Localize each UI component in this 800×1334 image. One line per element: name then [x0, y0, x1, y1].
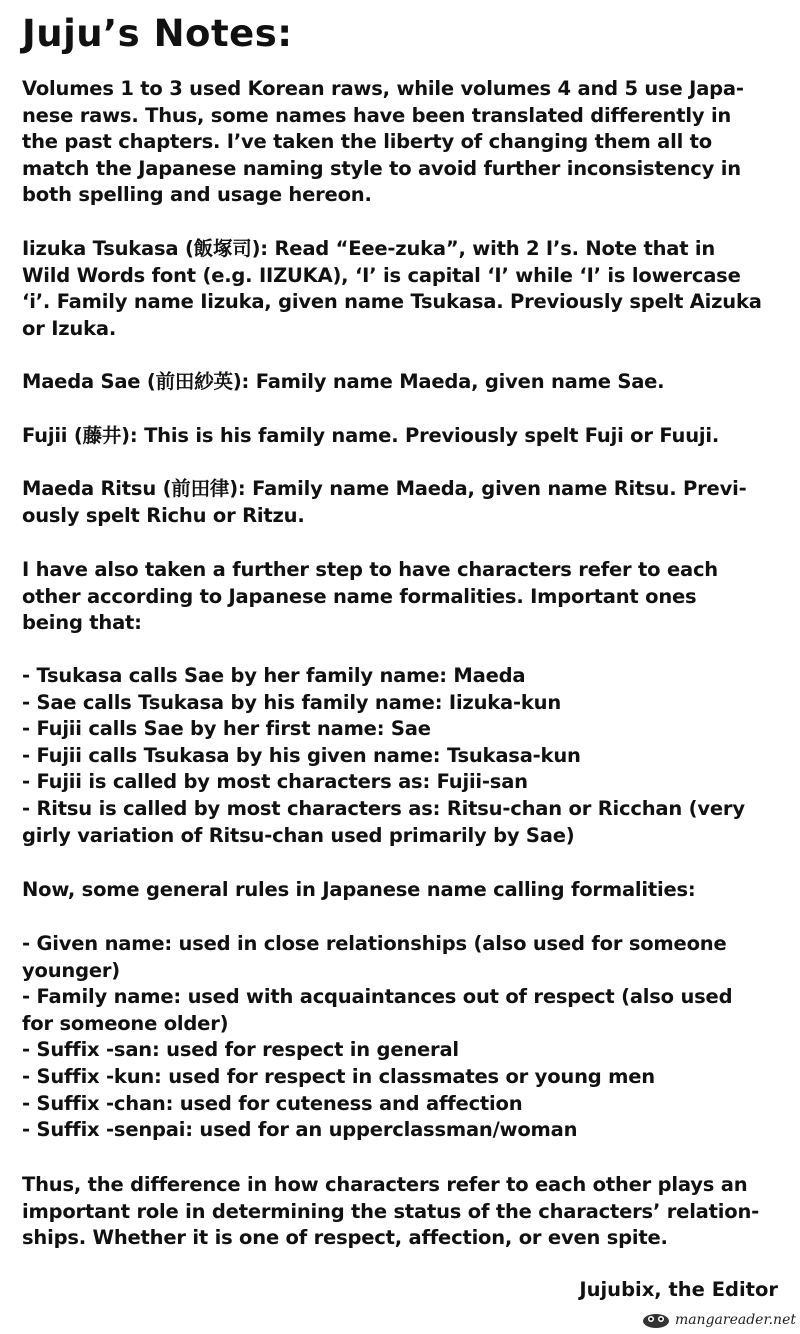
paragraph-formalities-intro: [22, 557, 782, 637]
list-item: - Fujii calls Sae by her first name: Sae: [22, 717, 431, 741]
list-item: - Given name: used in close relationships (also used for someone: [22, 932, 727, 955]
paragraph-maeda-ritsu: [22, 476, 782, 529]
watermark-text: mangareader.net: [674, 1312, 796, 1328]
text-line: Iizuka Tsukasa (飯塚司): Read “Eee-zuka”, with 2 I’s. Note that in: [22, 237, 716, 260]
list-general-rules: [22, 931, 782, 1144]
paragraph-iizuka: [22, 236, 782, 342]
text-line: Fujii (藤井): This is his family name. Previously spelt Fuji or Fuuji.: [22, 424, 720, 447]
text-line: Now, some general rules in Japanese name calling formalities:: [22, 878, 696, 901]
text-line: Thus, the difference in how characters refer to each other plays an: [22, 1173, 748, 1196]
list-item: - Suffix -senpai: used for an upperclassman/woman: [22, 1118, 578, 1142]
text-line: Maeda Ritsu (前田律): Family name Maeda, given name Ritsu. Previ-: [22, 477, 747, 500]
list-name-usage: [22, 663, 782, 849]
site-watermark: [641, 1310, 796, 1330]
list-item: - Fujii calls Tsukasa by his given name: Tsukasa-kun: [22, 743, 581, 767]
paragraph-fujii: [22, 423, 782, 450]
list-item: - Family name: used with acquaintances out of respect (also used: [22, 985, 733, 1009]
text-line: or Izuka.: [22, 316, 117, 340]
paragraph-general-rules-intro: [22, 877, 782, 904]
list-item: - Suffix -san: used for respect in general: [22, 1038, 459, 1062]
list-item: - Fujii is called by most characters as: Fujii-san: [22, 770, 528, 794]
text-line: I have also taken a further step to have characters refer to each: [22, 558, 718, 581]
text-line: the past chapters. I’ve taken the liberty of changing them all to: [22, 130, 712, 154]
list-item: younger): [22, 958, 120, 982]
paragraph-conclusion: [22, 1172, 782, 1252]
text-line: important role in determining the status of the characters’ relation-: [22, 1199, 760, 1223]
mangareader-logo-icon: [641, 1310, 671, 1330]
text-line: nese raws. Thus, some names have been translated differently in: [22, 103, 732, 127]
paragraph-raws-note: [22, 76, 782, 209]
text-line: ships. Whether it is one of respect, affection, or even spite.: [22, 1226, 668, 1250]
editor-signature: Jujubix, the Editor: [579, 1278, 778, 1301]
text-line: other according to Japanese name formalities. Important ones: [22, 584, 697, 608]
text-line: ously spelt Richu or Ritzu.: [22, 503, 305, 527]
paragraph-maeda-sae: [22, 369, 782, 396]
text-line: being that:: [22, 611, 142, 635]
list-item: - Sae calls Tsukasa by his family name: Iizuka-kun: [22, 690, 562, 714]
text-line: ‘i’. Family name Iizuka, given name Tsukasa. Previously spelt Aizuka: [22, 290, 762, 314]
list-item: - Ritsu is called by most characters as: Ritsu-chan or Ricchan (very: [22, 796, 745, 820]
page-title: Juju’s Notes:: [22, 12, 293, 55]
text-line: match the Japanese naming style to avoid further inconsistency in: [22, 156, 741, 180]
list-item: - Suffix -kun: used for respect in classmates or young men: [22, 1064, 655, 1088]
text-line: Volumes 1 to 3 used Korean raws, while volumes 4 and 5 use Japa-: [22, 77, 744, 100]
text-line: Wild Words font (e.g. IIZUKA), ‘I’ is capital ‘I’ while ‘I’ is lowercase: [22, 263, 741, 287]
list-item: - Suffix -chan: used for cuteness and affection: [22, 1091, 523, 1115]
text-line: both spelling and usage hereon.: [22, 183, 372, 207]
list-item: for someone older): [22, 1011, 229, 1035]
text-line: Maeda Sae (前田紗英): Family name Maeda, given name Sae.: [22, 370, 665, 393]
list-item: girly variation of Ritsu-chan used primarily by Sae): [22, 823, 575, 847]
list-item: - Tsukasa calls Sae by her family name: Maeda: [22, 664, 526, 687]
